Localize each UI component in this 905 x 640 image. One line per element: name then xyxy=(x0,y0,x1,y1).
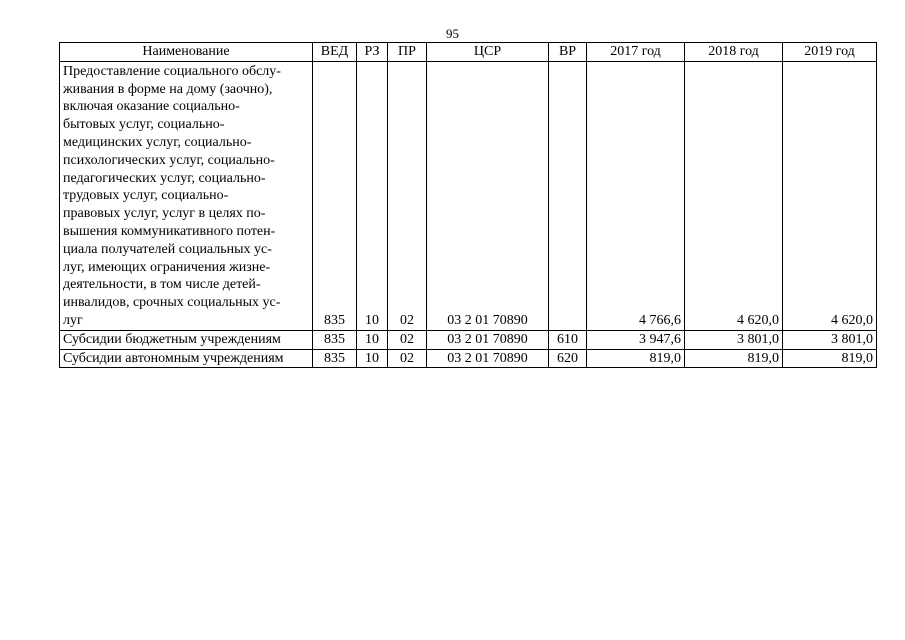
header-2018: 2018 год xyxy=(685,43,783,62)
row-name-line: живания в форме на дому (заочно), xyxy=(63,81,273,97)
row-name-cell: Субсидии бюджетным учреждениям xyxy=(60,330,313,349)
amount-2019-cell: 3 801,0 xyxy=(783,330,877,349)
csr-cell: 03 2 01 70890 xyxy=(427,330,549,349)
row-name-line: циала получателей социальных ус- xyxy=(63,241,272,257)
amount-2017-cell: 3 947,6 xyxy=(587,330,685,349)
table-row xyxy=(60,330,877,349)
table-row xyxy=(60,61,877,330)
amount-2019-cell: 819,0 xyxy=(783,349,877,368)
row-name-line: луг xyxy=(63,312,83,328)
budget-table xyxy=(59,42,877,368)
amount-2017-cell: 819,0 xyxy=(587,349,685,368)
amount-2018-cell: 819,0 xyxy=(685,349,783,368)
amount-2017-cell: 4 766,6 xyxy=(587,61,685,330)
header-pr: ПР xyxy=(388,43,427,62)
rz-cell: 10 xyxy=(357,330,388,349)
amount-2018-cell: 4 620,0 xyxy=(685,61,783,330)
row-name-line: включая оказание социально- xyxy=(63,99,240,115)
row-name-line: трудовых услуг, социально- xyxy=(63,188,229,204)
pr-cell: 02 xyxy=(388,61,427,330)
table-row xyxy=(60,349,877,368)
row-name-line: медицинских услуг, социально- xyxy=(63,134,252,150)
table-header-row xyxy=(60,43,877,62)
csr-cell: 03 2 01 70890 xyxy=(427,349,549,368)
ved-cell: 835 xyxy=(313,61,357,330)
header-rz: РЗ xyxy=(357,43,388,62)
row-name-line: луг, имеющих ограничения жизне- xyxy=(63,259,271,275)
row-name-line: педагогических услуг, социально- xyxy=(63,170,266,186)
row-name-line: деятельности, в том числе детей- xyxy=(63,277,261,293)
vr-cell xyxy=(549,61,587,330)
row-name-line: психологических услуг, социально- xyxy=(63,152,275,168)
csr-cell: 03 2 01 70890 xyxy=(427,61,549,330)
row-name-line: вышения коммуникативного потен- xyxy=(63,223,276,239)
row-name-line: правовых услуг, услуг в целях по- xyxy=(63,206,266,222)
rz-cell: 10 xyxy=(357,61,388,330)
row-name-cell: Субсидии автономным учреждениям xyxy=(60,349,313,368)
row-name-line: инвалидов, срочных социальных ус- xyxy=(63,295,281,311)
page-number: 95 xyxy=(446,26,459,41)
amount-2018-cell: 3 801,0 xyxy=(685,330,783,349)
header-csr: ЦСР xyxy=(427,43,549,62)
vr-cell: 620 xyxy=(549,349,587,368)
ved-cell: 835 xyxy=(313,330,357,349)
row-name-line: бытовых услуг, социально- xyxy=(63,117,225,133)
row-name-cell xyxy=(60,61,313,330)
amount-2019-cell: 4 620,0 xyxy=(783,61,877,330)
rz-cell: 10 xyxy=(357,349,388,368)
header-vr: ВР xyxy=(549,43,587,62)
pr-cell: 02 xyxy=(388,349,427,368)
row-name-line: Предоставление социального обслу- xyxy=(63,63,281,79)
pr-cell: 02 xyxy=(388,330,427,349)
vr-cell: 610 xyxy=(549,330,587,349)
header-name: Наименование xyxy=(60,43,313,62)
header-2019: 2019 год xyxy=(783,43,877,62)
header-ved: ВЕД xyxy=(313,43,357,62)
header-2017: 2017 год xyxy=(587,43,685,62)
ved-cell: 835 xyxy=(313,349,357,368)
